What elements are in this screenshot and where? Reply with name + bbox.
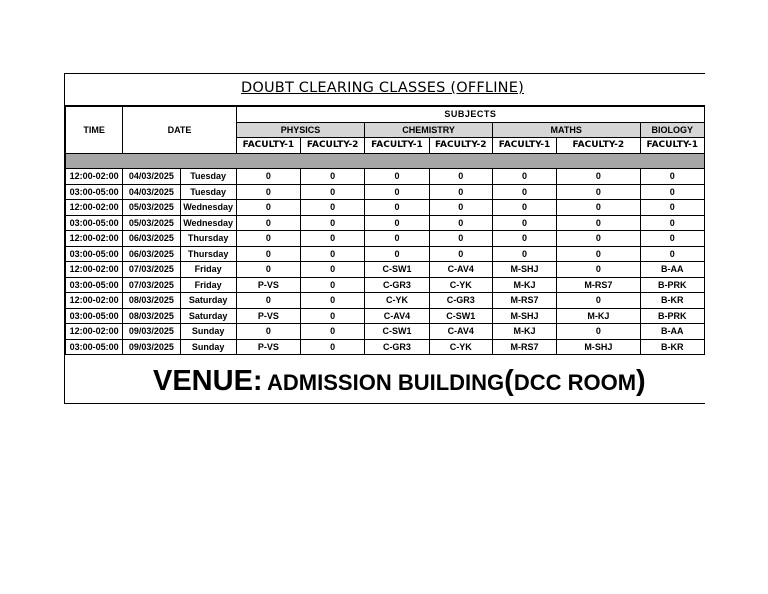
- table-row: [66, 308, 705, 324]
- faculty-cell: C-SW1: [429, 308, 492, 324]
- date-cell: 04/03/2025: [123, 184, 180, 200]
- faculty-cell: 0: [236, 293, 300, 309]
- faculty-cell: 0: [640, 246, 704, 262]
- faculty-cell: 0: [640, 169, 704, 185]
- time-cell: 12:00-02:00: [66, 169, 123, 185]
- time-cell: 12:00-02:00: [66, 231, 123, 247]
- faculty-cell: 0: [429, 215, 492, 231]
- separator-row: [66, 153, 705, 169]
- faculty-cell: 0: [492, 246, 556, 262]
- faculty-cell: 0: [301, 262, 365, 278]
- table-row: [66, 262, 705, 278]
- faculty-cell: 0: [301, 277, 365, 293]
- faculty-cell: 0: [301, 324, 365, 340]
- faculty-cell: M-RS7: [492, 293, 556, 309]
- faculty-cell: 0: [557, 184, 640, 200]
- faculty-cell: 0: [557, 200, 640, 216]
- table-row: [66, 277, 705, 293]
- faculty-cell: B-KR: [640, 339, 704, 355]
- faculty-cell: 0: [429, 184, 492, 200]
- table-row: [66, 339, 705, 355]
- faculty-cell: 0: [429, 200, 492, 216]
- day-cell: Tuesday: [180, 169, 236, 185]
- faculty-cell: B-PRK: [640, 308, 704, 324]
- date-cell: 07/03/2025: [123, 262, 180, 278]
- time-cell: 03:00-05:00: [66, 308, 123, 324]
- faculty-cell: 0: [236, 215, 300, 231]
- time-cell: 03:00-05:00: [66, 339, 123, 355]
- subject-biology: BIOLOGY: [640, 122, 704, 138]
- day-cell: Friday: [180, 277, 236, 293]
- faculty-cell: 0: [365, 169, 429, 185]
- faculty-cell: M-KJ: [492, 324, 556, 340]
- faculty-cell: M-RS7: [492, 339, 556, 355]
- faculty-cell: 0: [301, 231, 365, 247]
- faculty-cell: C-SW1: [365, 324, 429, 340]
- faculty-cell: 0: [365, 246, 429, 262]
- faculty-cell: 0: [301, 184, 365, 200]
- subject-chemistry: CHEMISTRY: [365, 122, 493, 138]
- gray-separator: [66, 153, 705, 169]
- faculty-cell: M-KJ: [492, 277, 556, 293]
- date-cell: 04/03/2025: [123, 169, 180, 185]
- faculty-cell: 0: [365, 184, 429, 200]
- faculty-cell: B-KR: [640, 293, 704, 309]
- day-cell: Friday: [180, 262, 236, 278]
- timetable-sheet: [64, 73, 705, 404]
- faculty-label: FACULTY-1: [492, 138, 556, 154]
- faculty-cell: 0: [429, 231, 492, 247]
- faculty-cell: 0: [301, 339, 365, 355]
- faculty-label: FACULTY-2: [301, 138, 365, 154]
- table-row: [66, 200, 705, 216]
- faculty-cell: 0: [640, 200, 704, 216]
- time-cell: 03:00-05:00: [66, 246, 123, 262]
- faculty-cell: 0: [301, 169, 365, 185]
- venue-row: [65, 355, 705, 404]
- subject-physics: PHYSICS: [236, 122, 365, 138]
- table-row: [66, 169, 705, 185]
- faculty-cell: 0: [236, 200, 300, 216]
- faculty-cell: 0: [640, 184, 704, 200]
- faculty-cell: 0: [492, 215, 556, 231]
- faculty-cell: P-VS: [236, 308, 300, 324]
- time-cell: 03:00-05:00: [66, 215, 123, 231]
- faculty-cell: C-YK: [429, 277, 492, 293]
- time-cell: 12:00-02:00: [66, 200, 123, 216]
- faculty-cell: 0: [557, 169, 640, 185]
- faculty-cell: 0: [301, 215, 365, 231]
- day-cell: Thursday: [180, 231, 236, 247]
- table-row: [66, 184, 705, 200]
- date-cell: 06/03/2025: [123, 246, 180, 262]
- faculty-cell: C-GR3: [429, 293, 492, 309]
- faculty-cell: 0: [365, 215, 429, 231]
- header-row-subjects: [66, 107, 705, 123]
- date-cell: 09/03/2025: [123, 339, 180, 355]
- faculty-cell: C-AV4: [429, 324, 492, 340]
- faculty-cell: B-AA: [640, 262, 704, 278]
- faculty-cell: 0: [365, 231, 429, 247]
- schedule-table: [65, 106, 705, 355]
- faculty-cell: C-YK: [365, 293, 429, 309]
- date-cell: 06/03/2025: [123, 231, 180, 247]
- venue-paren-open: (: [504, 365, 514, 397]
- faculty-cell: 0: [236, 184, 300, 200]
- table-row: [66, 231, 705, 247]
- faculty-cell: 0: [429, 169, 492, 185]
- faculty-cell: C-AV4: [429, 262, 492, 278]
- faculty-cell: 0: [236, 231, 300, 247]
- time-cell: 03:00-05:00: [66, 184, 123, 200]
- date-cell: 05/03/2025: [123, 200, 180, 216]
- date-cell: 07/03/2025: [123, 277, 180, 293]
- day-cell: Wednesday: [180, 200, 236, 216]
- day-cell: Tuesday: [180, 184, 236, 200]
- time-cell: 12:00-02:00: [66, 262, 123, 278]
- venue-building: ADMISSION BUILDING: [267, 370, 505, 395]
- faculty-cell: C-SW1: [365, 262, 429, 278]
- faculty-cell: 0: [492, 184, 556, 200]
- faculty-cell: 0: [557, 231, 640, 247]
- faculty-cell: 0: [236, 324, 300, 340]
- faculty-cell: M-KJ: [557, 308, 640, 324]
- venue-room: DCC ROOM: [513, 370, 637, 395]
- faculty-cell: 0: [492, 231, 556, 247]
- date-cell: 08/03/2025: [123, 293, 180, 309]
- faculty-cell: 0: [301, 293, 365, 309]
- faculty-cell: M-SHJ: [557, 339, 640, 355]
- faculty-cell: 0: [557, 246, 640, 262]
- faculty-cell: C-YK: [429, 339, 492, 355]
- faculty-cell: B-PRK: [640, 277, 704, 293]
- date-cell: 09/03/2025: [123, 324, 180, 340]
- faculty-cell: 0: [640, 231, 704, 247]
- faculty-cell: 0: [301, 246, 365, 262]
- faculty-cell: 0: [429, 246, 492, 262]
- date-cell: 05/03/2025: [123, 215, 180, 231]
- venue-paren-close: ): [636, 365, 646, 397]
- table-row: [66, 215, 705, 231]
- venue-label: VENUE:: [153, 365, 263, 397]
- subject-maths: MATHS: [492, 122, 640, 138]
- table-row: [66, 324, 705, 340]
- time-cell: 12:00-02:00: [66, 293, 123, 309]
- page-title: DOUBT CLEARING CLASSES (OFFLINE): [241, 80, 524, 96]
- faculty-cell: M-SHJ: [492, 262, 556, 278]
- day-cell: Thursday: [180, 246, 236, 262]
- day-cell: Saturday: [180, 308, 236, 324]
- venue-text: [153, 365, 646, 398]
- faculty-cell: 0: [365, 200, 429, 216]
- faculty-cell: 0: [640, 215, 704, 231]
- date-header: DATE: [123, 107, 237, 154]
- faculty-cell: P-VS: [236, 339, 300, 355]
- faculty-cell: 0: [236, 169, 300, 185]
- day-cell: Saturday: [180, 293, 236, 309]
- faculty-cell: 0: [301, 200, 365, 216]
- faculty-cell: 0: [557, 215, 640, 231]
- faculty-label: FACULTY-2: [557, 138, 640, 154]
- faculty-cell: 0: [236, 246, 300, 262]
- faculty-label: FACULTY-2: [429, 138, 492, 154]
- faculty-cell: C-AV4: [365, 308, 429, 324]
- faculty-cell: 0: [236, 262, 300, 278]
- faculty-label: FACULTY-1: [236, 138, 300, 154]
- faculty-cell: 0: [492, 200, 556, 216]
- faculty-cell: M-SHJ: [492, 308, 556, 324]
- faculty-cell: 0: [301, 308, 365, 324]
- faculty-cell: 0: [557, 262, 640, 278]
- faculty-cell: P-VS: [236, 277, 300, 293]
- time-header: TIME: [66, 107, 123, 154]
- faculty-cell: 0: [557, 293, 640, 309]
- day-cell: Wednesday: [180, 215, 236, 231]
- faculty-label: FACULTY-1: [365, 138, 429, 154]
- time-cell: 12:00-02:00: [66, 324, 123, 340]
- day-cell: Sunday: [180, 324, 236, 340]
- faculty-cell: B-AA: [640, 324, 704, 340]
- title-row: [65, 74, 705, 106]
- time-cell: 03:00-05:00: [66, 277, 123, 293]
- faculty-label: FACULTY-1: [640, 138, 704, 154]
- faculty-cell: 0: [492, 169, 556, 185]
- faculty-cell: C-GR3: [365, 277, 429, 293]
- table-row: [66, 246, 705, 262]
- faculty-cell: 0: [557, 324, 640, 340]
- subjects-header: SUBJECTS: [236, 107, 704, 123]
- faculty-cell: C-GR3: [365, 339, 429, 355]
- day-cell: Sunday: [180, 339, 236, 355]
- faculty-cell: M-RS7: [557, 277, 640, 293]
- date-cell: 08/03/2025: [123, 308, 180, 324]
- table-row: [66, 293, 705, 309]
